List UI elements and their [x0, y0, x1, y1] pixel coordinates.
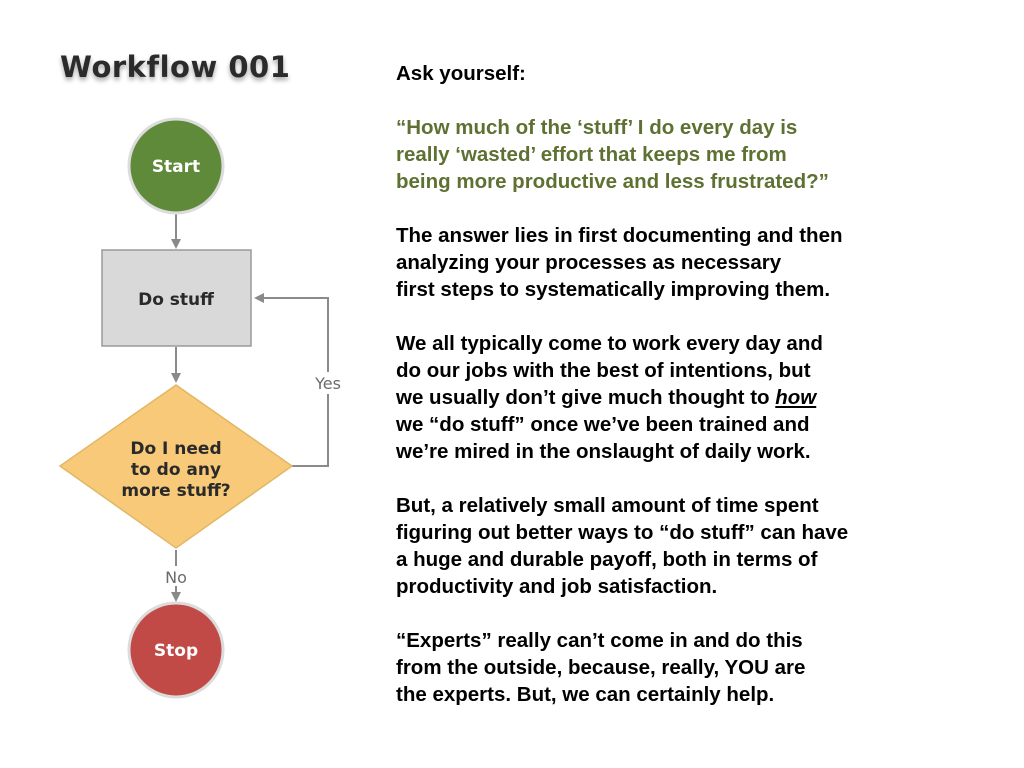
quote-line: being more productive and less frustrated?” — [396, 170, 829, 193]
no-edge-label: No — [165, 568, 187, 587]
paragraph-line: “Experts” really can’t come in and do this — [396, 629, 803, 652]
paragraph-line-prefix: we usually don’t give much thought to — [396, 386, 776, 409]
stop-label: Stop — [153, 641, 199, 661]
quote-line: really ‘wasted’ effort that keeps me from — [396, 143, 787, 166]
quote-line: “How much of the ‘stuff’ I do every day is — [396, 116, 798, 139]
paragraph-experts — [396, 627, 996, 708]
paragraph-line: The answer lies in first documenting and then — [396, 224, 843, 247]
paragraph-line: analyzing your processes as necessary — [396, 251, 782, 274]
heading-line: Ask yourself: — [396, 62, 526, 85]
paragraph-line: the experts. But, we can certainly help. — [396, 683, 775, 706]
paragraph-line: first steps to systematically improving them. — [396, 278, 831, 301]
paragraph-line: we “do stuff” once we’ve been trained and — [396, 413, 810, 436]
paragraph-line: productivity and job satisfaction. — [396, 575, 718, 598]
flowchart-diagram — [0, 0, 360, 768]
decision-label-line-2: to do any — [130, 460, 222, 480]
decision-label-line-1: Do I need — [130, 439, 222, 459]
ask-heading — [396, 60, 996, 87]
paragraph-line: a huge and durable payoff, both in terms of — [396, 548, 818, 571]
start-label: Start — [151, 157, 201, 177]
paragraph-line: we’re mired in the onslaught of daily work. — [396, 440, 811, 463]
paragraph-line: do our jobs with the best of intentions, but — [396, 359, 811, 382]
text-column — [396, 60, 996, 735]
paragraph-line: We all typically come to work every day and — [396, 332, 823, 355]
yes-edge-label: Yes — [315, 374, 341, 393]
paragraph-payoff — [396, 492, 996, 600]
process-label: Do stuff — [138, 290, 214, 310]
page-title: Workflow 001 — [60, 50, 291, 84]
quote-paragraph — [396, 114, 996, 195]
paragraph-line — [396, 384, 996, 411]
paragraph-answer — [396, 222, 996, 303]
emphasis-how: how — [775, 386, 817, 409]
paragraph-work — [396, 330, 996, 465]
paragraph-line: But, a relatively small amount of time spent — [396, 494, 819, 517]
paragraph-line: from the outside, because, really, YOU are — [396, 656, 806, 679]
paragraph-line: figuring out better ways to “do stuff” can have — [396, 521, 849, 544]
decision-label-line-3: more stuff? — [121, 481, 231, 501]
